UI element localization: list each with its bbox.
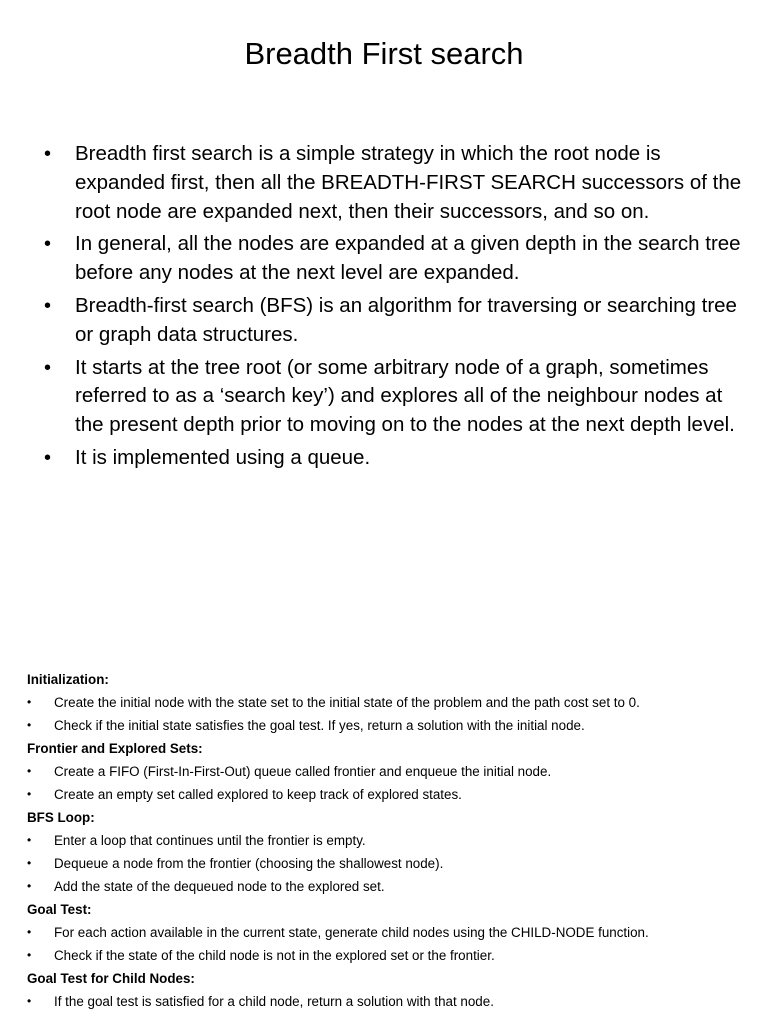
section-list <box>27 762 747 804</box>
bullet-marker: • <box>44 294 52 317</box>
section-heading: Frontier and Explored Sets: <box>27 741 203 756</box>
bullet-marker: • <box>27 856 32 870</box>
bullet-text: Breadth first search is a simple strategy in which the root node is expanded first, then all the BREADTH-FIRST SEARCH successors of the root node are expanded next, then their successors, and so on. <box>75 142 742 223</box>
bullet-marker: • <box>44 446 52 469</box>
list-item <box>27 854 747 873</box>
section-heading: Goal Test: <box>27 902 92 917</box>
bullet-marker: • <box>27 718 32 732</box>
list-item-text: Create the initial node with the state set to the initial state of the problem and the path cost set to 0. <box>54 695 640 710</box>
section-heading: BFS Loop: <box>27 810 95 825</box>
bullet-marker: • <box>44 233 52 256</box>
bullet-text: It starts at the tree root (or some arbitrary node of a graph, sometimes referred to as a ‘search key’) and explores all of the neighbour nodes at the present depth prior to moving on to the nodes at the next depth level. <box>75 355 735 437</box>
page-title: Breadth First search <box>244 36 524 71</box>
section-heading: Goal Test for Child Nodes: <box>27 971 195 986</box>
bullet-text: Breadth-first search (BFS) is an algorithm for traversing or searching tree or graph data structures. <box>75 293 737 346</box>
list-item <box>27 923 747 942</box>
list-item <box>27 785 747 804</box>
list-item <box>27 992 747 1011</box>
bullet-marker: • <box>27 925 32 939</box>
list-item-text: Check if the initial state satisfies the goal test. If yes, return a solution with the initial node. <box>54 718 585 733</box>
bullet-marker: • <box>27 879 32 893</box>
list-item-text: Check if the state of the child node is not in the explored set or the frontier. <box>54 948 495 963</box>
bullet-marker: • <box>27 695 32 709</box>
bullet-marker: • <box>27 948 32 962</box>
list-item-text: Create an empty set called explored to keep track of explored states. <box>54 787 462 802</box>
bullet-marker: • <box>27 764 32 778</box>
bullet-item <box>44 140 744 226</box>
list-item-text: If the goal test is satisfied for a child node, return a solution with that node. <box>54 994 494 1009</box>
bullet-marker: • <box>27 994 32 1008</box>
main-bullet-list <box>44 140 744 477</box>
bullet-item <box>44 354 744 440</box>
list-item-text: Enter a loop that continues until the frontier is empty. <box>54 833 366 848</box>
section-list <box>27 923 747 965</box>
bullet-marker: • <box>27 787 32 801</box>
section-list <box>27 693 747 735</box>
bullet-marker: • <box>44 356 52 379</box>
list-item-text: Add the state of the dequeued node to the explored set. <box>54 879 385 894</box>
bullet-text: It is implemented using a queue. <box>75 445 371 469</box>
list-item-text: For each action available in the current state, generate child nodes using the CHILD-NODE function. <box>54 925 649 940</box>
bullet-text: In general, all the nodes are expanded at a given depth in the search tree before any nodes at the next level are expanded. <box>75 232 741 285</box>
list-item <box>27 946 747 965</box>
section-list <box>27 831 747 896</box>
algorithm-steps <box>27 670 747 1015</box>
list-item-text: Create a FIFO (First-In-First-Out) queue called frontier and enqueue the initial node. <box>54 764 552 779</box>
list-item <box>27 716 747 735</box>
bullet-item <box>44 230 744 288</box>
bullet-item <box>44 444 744 473</box>
section-heading: Initialization: <box>27 672 109 687</box>
bullet-marker: • <box>27 833 32 847</box>
list-item <box>27 762 747 781</box>
list-item <box>27 831 747 850</box>
bullet-marker: • <box>44 143 52 165</box>
list-item-text: Dequeue a node from the frontier (choosing the shallowest node). <box>54 856 444 871</box>
list-item <box>27 693 747 712</box>
section-list <box>27 992 747 1011</box>
list-item <box>27 877 747 896</box>
bullet-item <box>44 292 744 350</box>
